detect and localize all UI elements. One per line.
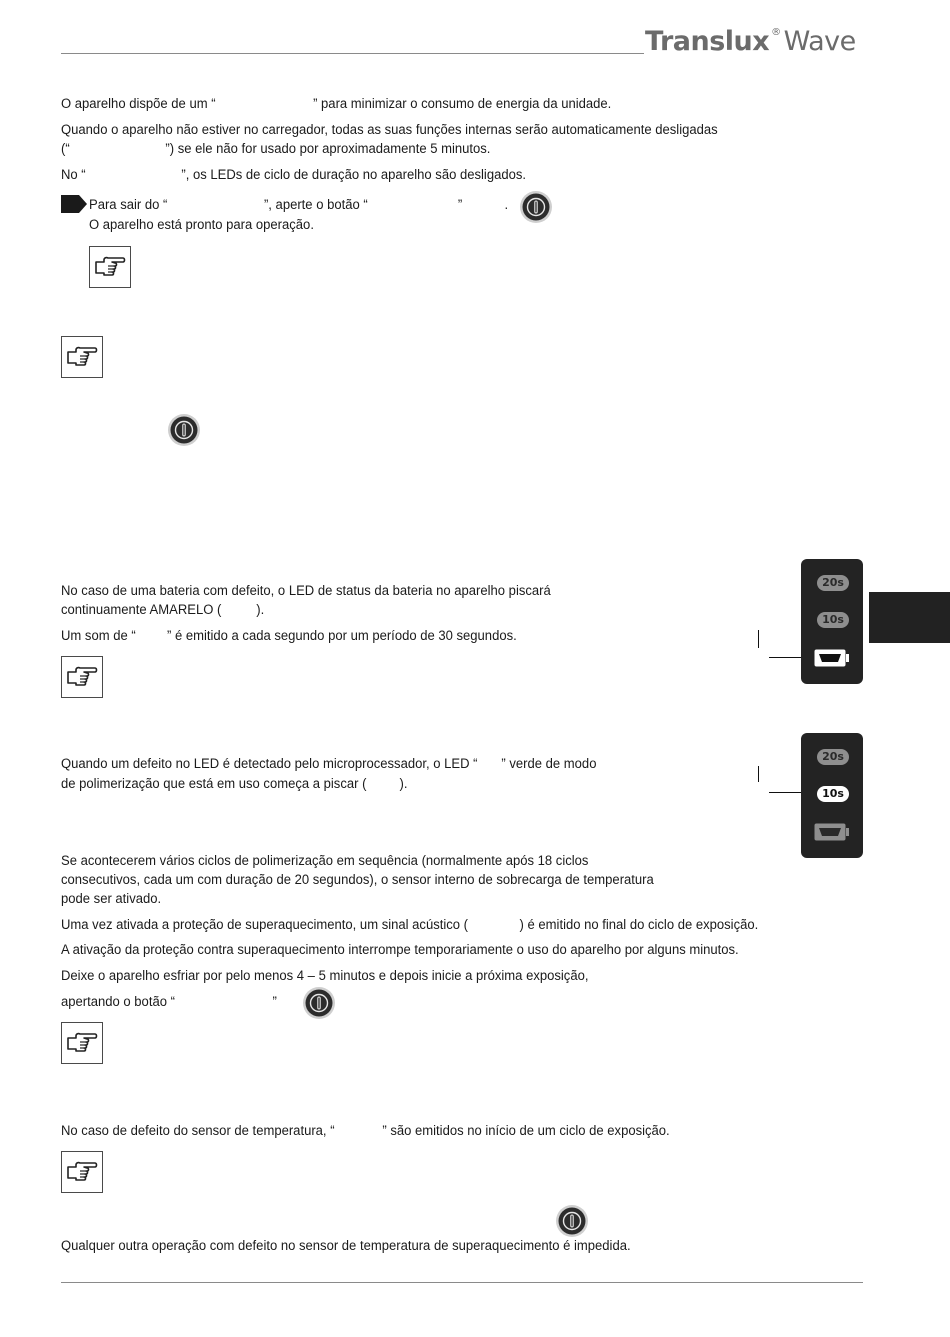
text-line-8: continuamente AMARELO ( ). [61, 602, 265, 618]
power-button-icon [167, 413, 201, 447]
text-line-16: A ativação da proteção contra superaquecimento interrompe temporariamente o uso do aparelho por alguns minutos. [61, 942, 739, 958]
text-line-18: apertando o botão “ ” [61, 994, 277, 1010]
battery-status-panel [801, 559, 863, 684]
led-mode-panel [801, 733, 863, 858]
power-button-icon [555, 1204, 589, 1238]
text-line-5: Para sair do “ ”, aperte o botão “ ” . [89, 197, 509, 213]
text-line-3: (“ ”) se ele não for usado por aproximadamente 5 minutos. [61, 141, 491, 157]
callout-tick [758, 630, 759, 648]
text-line-2: Quando o aparelho não estiver no carregador, todas as suas funções internas serão automaticamente desligadas [61, 122, 718, 138]
text-line-15: Uma vez ativada a proteção de superaquecimento, um sinal acústico ( ) é emitido no final do ciclo de exposição. [61, 917, 759, 933]
note-box [61, 1151, 103, 1193]
text-line-20: Qualquer outra operação com defeito no sensor de temperatura de superaquecimento é impedida. [61, 1238, 631, 1254]
brand-logo: Translux ® Wave [645, 26, 856, 57]
battery-icon [814, 649, 850, 667]
text-line-6: O aparelho está pronto para operação. [89, 217, 314, 233]
text-line-13: consecutivos, cada um com duração de 20 segundos), o sensor interno de sobrecarga de temperatura [61, 872, 654, 888]
callout-tick [758, 766, 759, 782]
text-line-7: No caso de uma bateria com defeito, o LED de status da bateria no aparelho piscará [61, 583, 551, 599]
text-line-14: pode ser ativado. [61, 891, 162, 907]
note-box [89, 246, 131, 288]
led-20s: 20s [817, 575, 849, 591]
text-line-10: Quando um defeito no LED é detectado pelo microprocessador, o LED “ ” verde de modo [61, 756, 597, 772]
pointing-hand-icon [94, 254, 126, 280]
chapter-tab [869, 592, 950, 643]
text-line-12: Se acontecerem vários ciclos de polimerização em sequência (normalmente após 18 ciclos [61, 853, 589, 869]
note-box [61, 1022, 103, 1064]
text-line-4: No “ ”, os LEDs de ciclo de duração no aparelho são desligados. [61, 167, 527, 183]
header-rule [61, 53, 644, 54]
note-box [61, 656, 103, 698]
text-line-19: No caso de defeito do sensor de temperatura, “ ” são emitidos no início de um ciclo de exposição. [61, 1123, 670, 1139]
battery-icon [814, 823, 850, 841]
text-line-11: de polimerização que está em uso começa a piscar ( ). [61, 776, 408, 792]
led-20s: 20s [817, 749, 849, 765]
text-line-17: Deixe o aparelho esfriar por pelo menos 4 – 5 minutos e depois inicie a próxima exposição, [61, 968, 589, 984]
led-10s: 10s [817, 612, 849, 628]
footer-rule [61, 1282, 863, 1283]
note-box [61, 336, 103, 378]
text-line-9: Um som de “ ” é emitido a cada segundo por um período de 30 segundos. [61, 628, 517, 644]
power-button-icon [519, 190, 553, 224]
led-10s: 10s [817, 786, 849, 802]
power-button-icon [302, 986, 336, 1020]
arrow-bullet-icon [61, 195, 87, 213]
text-line-1: O aparelho dispõe de um “ ” para minimizar o consumo de energia da unidade. [61, 96, 612, 112]
